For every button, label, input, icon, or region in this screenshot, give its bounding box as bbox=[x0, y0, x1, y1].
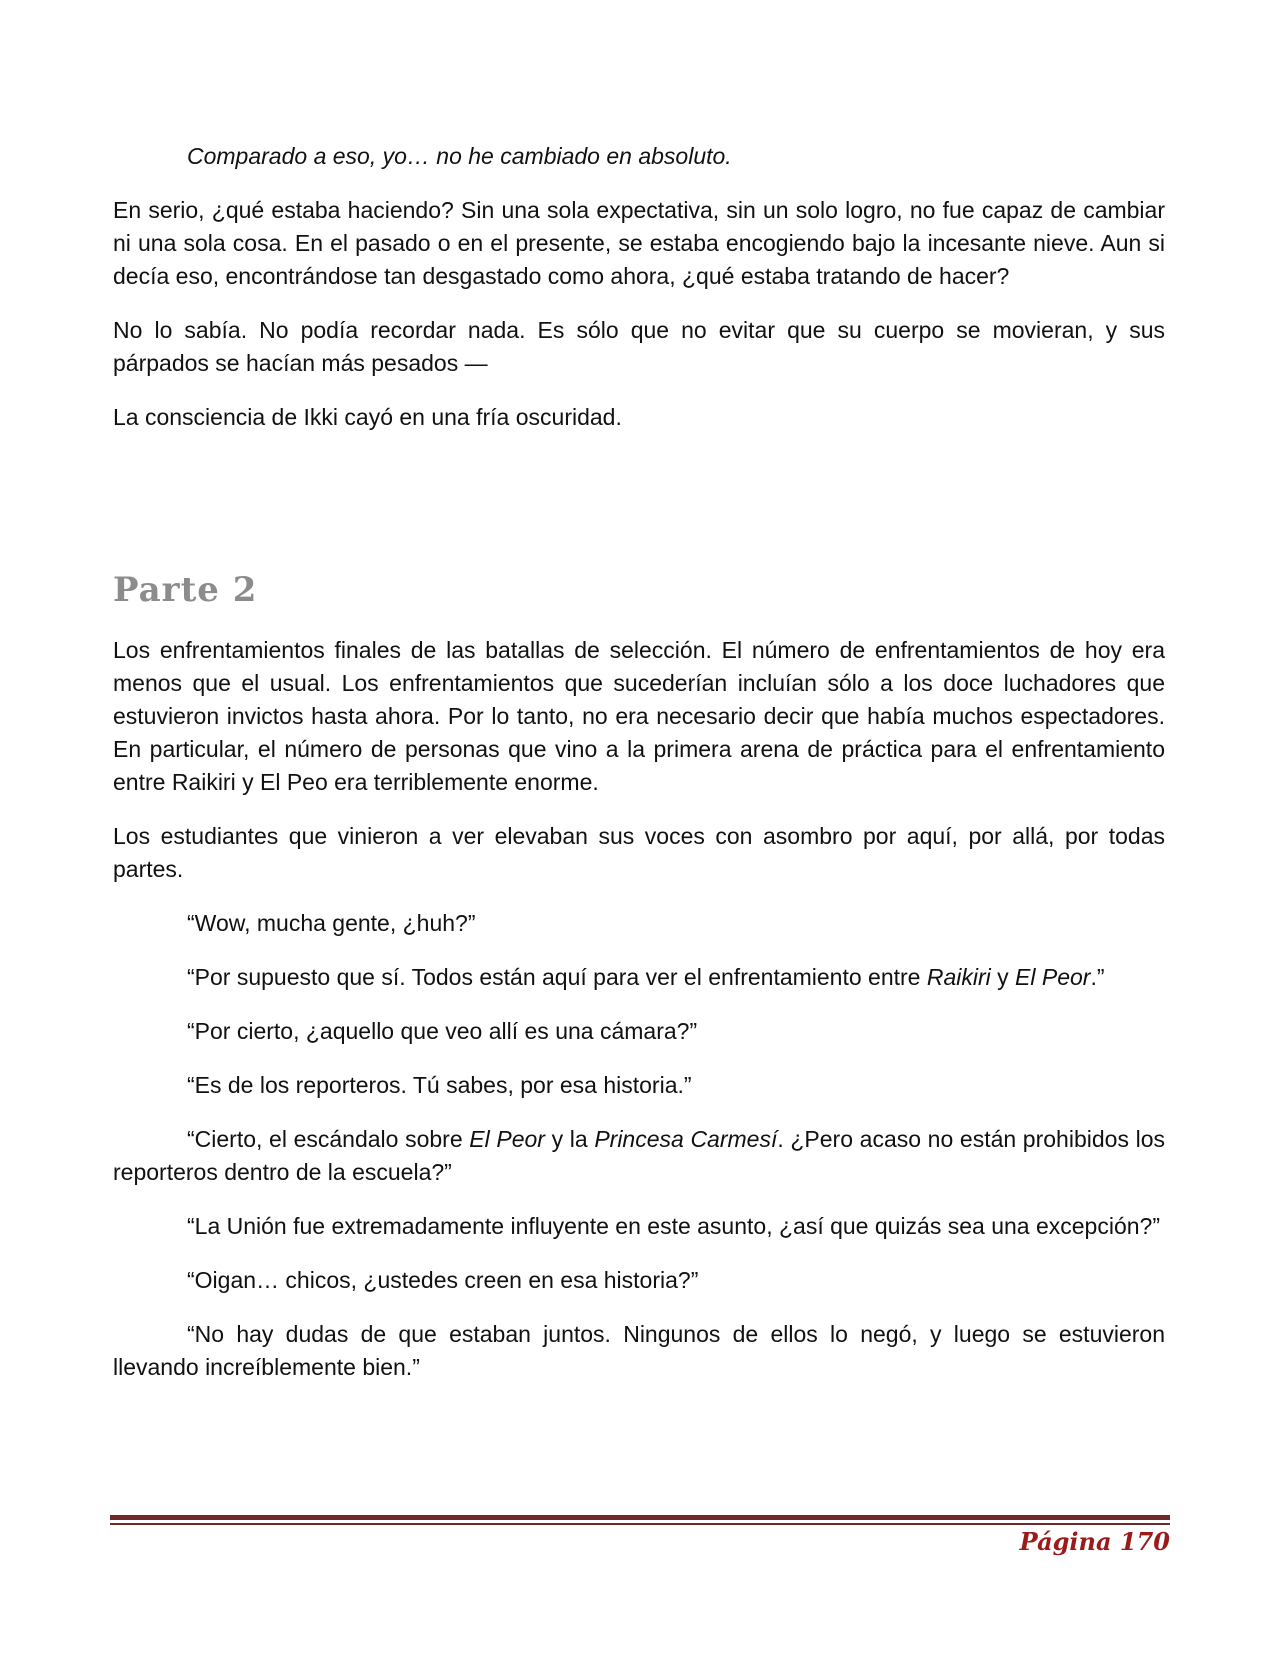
section-spacer bbox=[113, 455, 1165, 568]
dialogue-2-part-a: “Por supuesto que sí. Todos están aquí para ver el enfrentamiento entre bbox=[187, 964, 927, 990]
dialogue-5-part-c: y la bbox=[544, 1126, 595, 1152]
page-content bbox=[113, 140, 1165, 1405]
dialogue-2-name-raikiri: Raikiri bbox=[926, 964, 991, 990]
dialogue-2-part-e: .” bbox=[1090, 964, 1105, 990]
dialogue-2-name-el-peor: El Peor bbox=[1015, 964, 1091, 990]
dialogue-3: “Por cierto, ¿aquello que veo allí es una cámara?” bbox=[187, 1018, 698, 1044]
dialogue-2 bbox=[113, 961, 1165, 994]
dialogue-5 bbox=[113, 1123, 1165, 1189]
footer-rule-thin bbox=[110, 1523, 1170, 1525]
dialogue-1: “Wow, mucha gente, ¿huh?” bbox=[187, 910, 476, 936]
page-word: Página bbox=[1019, 1527, 1112, 1556]
paragraph-3: No lo sabía. No podía recordar nada. Es sólo que no evitar que su cuerpo se movieran, y sus párpados se hacían más pesados — bbox=[113, 317, 1165, 376]
page-number bbox=[1020, 1527, 1170, 1556]
dialogue-2-part-c: y bbox=[990, 964, 1016, 990]
dialogue-5-name-el-peor: El Peor bbox=[469, 1126, 545, 1152]
page-number-value: 170 bbox=[1119, 1527, 1170, 1556]
dialogue-6: “La Unión fue extremadamente influyente en este asunto, ¿así que quizás sea una excepción?” bbox=[187, 1213, 1160, 1239]
dialogue-7: “Oigan… chicos, ¿ustedes creen en esa historia?” bbox=[187, 1267, 699, 1293]
paragraph-5: Los enfrentamientos finales de las batallas de selección. El número de enfrentamientos de hoy era menos que el usual. Los enfrentamientos que sucederían incluían sólo a los doce luchadores que estuvieron invictos hasta ahora. Por lo tanto, no era necesario decir que había muchos espectadores. En particular, el número de personas que vino a la primera arena de práctica para el enfrentamiento entre Raikiri y El Peo era terriblemente enorme. bbox=[113, 637, 1165, 795]
paragraph-1: Comparado a eso, yo… no he cambiado en absoluto. bbox=[187, 143, 732, 169]
section-heading: Parte 2 bbox=[113, 570, 258, 610]
paragraph-4: La consciencia de Ikki cayó en una fría oscuridad. bbox=[113, 404, 622, 430]
dialogue-5-part-a: “Cierto, el escándalo sobre bbox=[187, 1126, 470, 1152]
dialogue-5-name-princesa: Princesa Carmesí bbox=[594, 1126, 778, 1152]
footer-rule-thick bbox=[110, 1515, 1170, 1520]
dialogue-8: “No hay dudas de que estaban juntos. Ningunos de ellos lo negó, y luego se estuvieron llevando increíblemente bien.” bbox=[113, 1321, 1165, 1380]
paragraph-2: En serio, ¿qué estaba haciendo? Sin una sola expectativa, sin un solo logro, no fue capaz de cambiar ni una sola cosa. En el pasado o en el presente, se estaba encogiendo bajo la incesante nieve. Aun si decía eso, encontrándose tan desgastado como ahora, ¿qué estaba tratando de hacer? bbox=[113, 197, 1165, 289]
footer-rule bbox=[110, 1515, 1170, 1525]
paragraph-6: Los estudiantes que vinieron a ver elevaban sus voces con asombro por aquí, por allá, por todas partes. bbox=[113, 823, 1165, 882]
dialogue-4: “Es de los reporteros. Tú sabes, por esa historia.” bbox=[187, 1072, 692, 1098]
dialogue-5-part-e: . ¿Pero acaso no están prohibidos los reporteros dentro de la escuela?” bbox=[113, 1126, 1165, 1185]
